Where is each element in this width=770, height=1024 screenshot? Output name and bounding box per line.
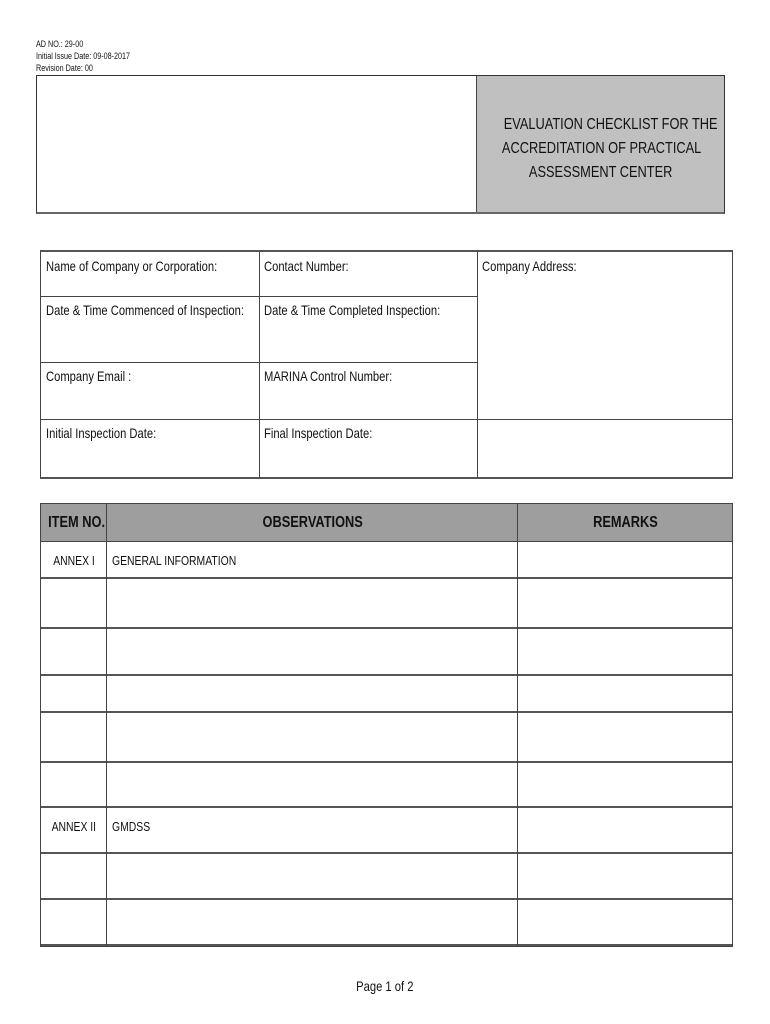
item-number-cell[interactable]: ANNEX II (51, 819, 97, 834)
marina-control-number-label: MARINA Control Number: (264, 368, 393, 384)
remarks-cell[interactable] (518, 542, 732, 577)
table-row (41, 900, 732, 946)
initial-issue-date: Initial Issue Date: 09-08-2017 (36, 51, 131, 61)
company-email-field[interactable] (41, 362, 259, 384)
item-no-header: ITEM NO. (48, 514, 105, 531)
remarks-header: REMARKS (592, 514, 658, 531)
observation-cell[interactable]: GMDSS (112, 819, 151, 834)
final-inspection-date-field[interactable] (259, 419, 477, 441)
table-row (41, 808, 732, 854)
header-box (36, 75, 725, 214)
remarks-cell[interactable] (518, 854, 732, 898)
remarks-cell[interactable] (518, 808, 732, 852)
item-number-cell[interactable] (41, 713, 107, 761)
title-line-3: ASSESSMENT CENTER (528, 164, 673, 181)
contact-number-label: Contact Number: (264, 258, 349, 274)
item-number-cell[interactable] (41, 854, 107, 898)
initial-inspection-date-field[interactable] (41, 419, 259, 441)
contact-number-field[interactable] (259, 252, 477, 274)
observations-header: OBSERVATIONS (262, 514, 363, 531)
document-title (477, 113, 724, 185)
remarks-cell[interactable] (518, 713, 732, 761)
table-row (41, 579, 732, 629)
title-line-2: ACCREDITATION OF PRACTICAL (501, 140, 702, 157)
item-number-cell[interactable] (41, 629, 107, 674)
remarks-cell[interactable] (518, 579, 732, 627)
remarks-cell[interactable] (518, 763, 732, 806)
remarks-cell[interactable] (518, 900, 732, 944)
checklist-header-row (41, 504, 732, 542)
table-row (41, 713, 732, 763)
commenced-inspection-label: Date & Time Commenced of Inspection: (46, 302, 244, 318)
company-address-label: Company Address: (482, 258, 577, 274)
final-inspection-date-label: Final Inspection Date: (264, 425, 373, 441)
commenced-inspection-field[interactable] (41, 296, 259, 318)
remarks-cell[interactable] (518, 629, 732, 674)
table-row (41, 676, 732, 713)
company-address-field[interactable] (477, 252, 732, 274)
item-number-cell[interactable]: ANNEX I (53, 553, 95, 568)
table-row (41, 542, 732, 579)
initial-inspection-date-label: Initial Inspection Date: (46, 425, 157, 441)
item-number-cell[interactable] (41, 676, 107, 711)
document-meta (36, 38, 154, 74)
observation-cell[interactable]: GENERAL INFORMATION (112, 553, 237, 568)
item-number-cell[interactable] (41, 763, 107, 806)
completed-inspection-field[interactable] (259, 296, 477, 318)
completed-inspection-label: Date & Time Completed Inspection: (264, 302, 441, 318)
company-name-label: Name of Company or Corporation: (46, 258, 218, 274)
logo-area (37, 76, 477, 212)
title-cell (477, 76, 724, 212)
item-number-cell[interactable] (41, 900, 107, 944)
revision-date: Revision Date: 00 (36, 63, 93, 73)
checklist-table (40, 503, 733, 947)
table-row (41, 854, 732, 900)
table-row (41, 763, 732, 808)
company-email-label: Company Email : (46, 368, 132, 384)
item-number-cell[interactable] (41, 579, 107, 627)
company-name-field[interactable] (41, 252, 259, 274)
title-line-1: EVALUATION CHECKLIST FOR THE (503, 116, 718, 133)
table-row (41, 629, 732, 676)
marina-control-number-field[interactable] (259, 362, 477, 384)
ad-number: AD NO.: 29-00 (36, 39, 84, 49)
remarks-cell[interactable] (518, 676, 732, 711)
company-info-table (40, 250, 733, 479)
page-number: Page 1 of 2 (356, 978, 414, 994)
